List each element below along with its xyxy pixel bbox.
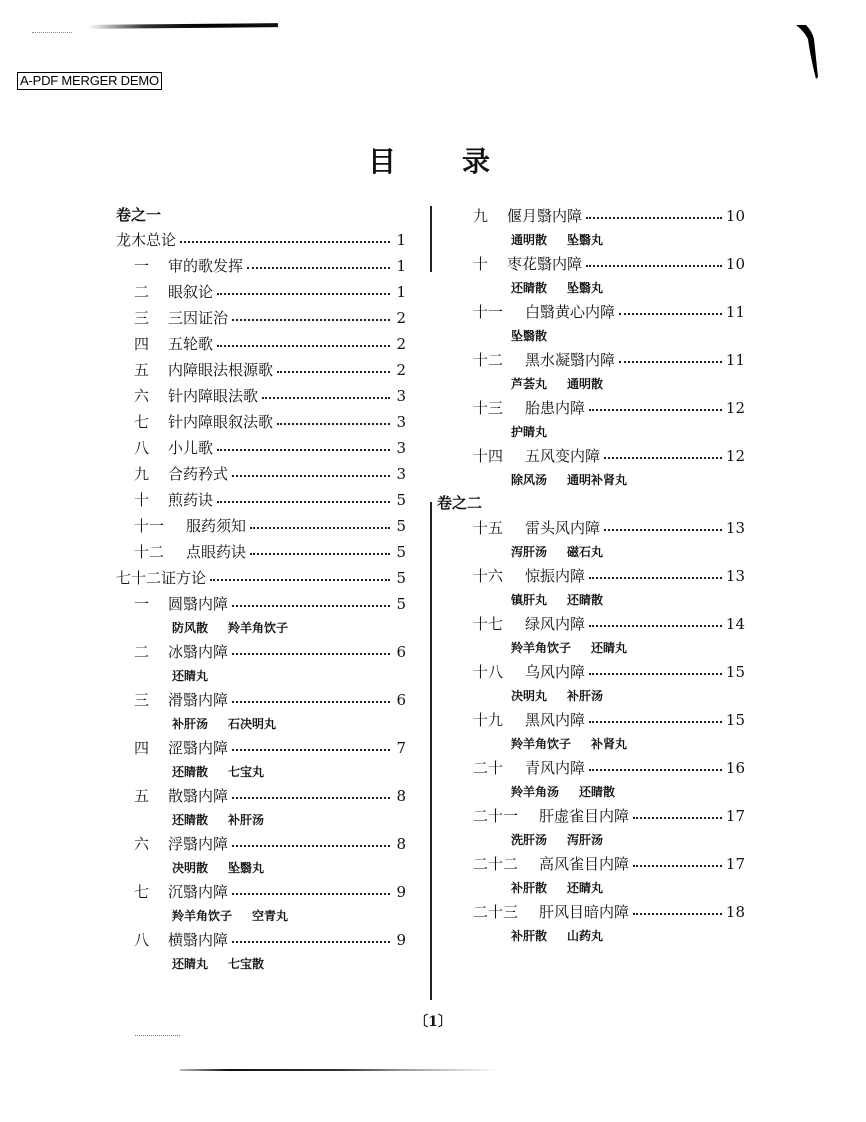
toc-formula-list: [455, 733, 745, 755]
formula-name: 决明丸: [511, 689, 548, 703]
column-divider: [430, 502, 432, 1000]
toc-formula-list: [455, 925, 745, 947]
toc-entry[interactable]: [116, 879, 406, 905]
entry-page-number: 10: [725, 207, 745, 225]
formula-name: 还睛丸: [591, 641, 628, 655]
formula-name: 还睛散: [579, 785, 616, 799]
entry-number: 二: [134, 283, 150, 301]
entry-page-number: 5: [396, 543, 406, 561]
formula-name: 羚羊角饮子: [511, 737, 572, 751]
entry-label: 小儿歌: [168, 439, 214, 457]
entry-page-number: 5: [396, 595, 406, 613]
formula-name: 还睛散: [172, 813, 209, 827]
entry-label: 青风内障: [525, 759, 586, 777]
toc-entry[interactable]: [116, 435, 406, 461]
toc-formula-list: [455, 877, 745, 899]
entry-number: 十: [473, 255, 489, 273]
entry-page-number: 8: [396, 835, 406, 853]
dot-leader: [589, 769, 722, 771]
formula-name: 还睛散: [567, 593, 604, 607]
entry-number: 四: [134, 739, 150, 757]
toc-formula-list: [455, 229, 745, 251]
entry-page-number: 18: [725, 903, 745, 921]
toc-formula-list: [116, 617, 406, 639]
entry-number: 十五: [473, 519, 504, 537]
toc-entry[interactable]: [455, 515, 745, 541]
entry-label: 合药矜式: [168, 465, 229, 483]
dot-leader: [217, 345, 390, 347]
dot-leader: [589, 625, 722, 627]
entry-label: 七十二证方论: [116, 569, 207, 587]
entry-number: 十六: [473, 567, 504, 585]
entry-label: 煎药诀: [168, 491, 214, 509]
entry-label: 胎患内障: [525, 399, 586, 417]
entry-number: 四: [134, 335, 150, 353]
entry-number: 三: [134, 309, 150, 327]
entry-page-number: 3: [396, 413, 406, 431]
formula-name: 羚羊角饮子: [172, 909, 233, 923]
entry-number: 二十一: [473, 807, 519, 825]
entry-page-number: 2: [396, 335, 406, 353]
dot-leader: [232, 893, 390, 895]
formula-name: 泻肝汤: [567, 833, 604, 847]
formula-name: 补肾丸: [591, 737, 628, 751]
formula-name: 决明散: [172, 861, 209, 875]
toc-entry[interactable]: [455, 203, 745, 229]
entry-page-number: 15: [725, 663, 745, 681]
watermark: A-PDF MERGER DEMO: [17, 72, 162, 90]
entry-page-number: 14: [725, 615, 745, 633]
toc-formula-list: [116, 857, 406, 879]
entry-label: 高风雀目内障: [539, 855, 630, 873]
entry-label: 乌风内障: [525, 663, 586, 681]
toc-entry[interactable]: [455, 803, 745, 829]
entry-label: 枣花翳内障: [507, 255, 583, 273]
entry-page-number: 3: [396, 439, 406, 457]
formula-name: 石决明丸: [228, 717, 277, 731]
formula-name: 羚羊角饮子: [228, 621, 289, 635]
entry-page-number: 10: [725, 255, 745, 273]
entry-page-number: 6: [396, 691, 406, 709]
toc-entry[interactable]: [455, 755, 745, 781]
toc-entry[interactable]: [455, 251, 745, 277]
toc-entry[interactable]: [455, 659, 745, 685]
scan-artifact: [88, 23, 278, 29]
entry-label: 白翳黄心内障: [525, 303, 616, 321]
toc-entry[interactable]: [455, 851, 745, 877]
toc-entry[interactable]: [116, 539, 406, 565]
entry-label: 沉翳内障: [168, 883, 229, 901]
entry-label: 涩翳内障: [168, 739, 229, 757]
entry-number: 十一: [473, 303, 504, 321]
entry-number: 二十二: [473, 855, 519, 873]
entry-label: 肝虚雀目内障: [539, 807, 630, 825]
entry-number: 十九: [473, 711, 504, 729]
formula-name: 坠翳丸: [567, 281, 604, 295]
entry-number: 一: [134, 595, 150, 613]
toc-entry[interactable]: [116, 409, 406, 435]
toc-formula-list: [455, 373, 745, 395]
formula-name: 还睛丸: [567, 881, 604, 895]
entry-number: 十七: [473, 615, 504, 633]
formula-name: 羚羊角饮子: [511, 641, 572, 655]
entry-label: 圆翳内障: [168, 595, 229, 613]
entry-page-number: 6: [396, 643, 406, 661]
formula-name: 芦荟丸: [511, 377, 548, 391]
entry-label: 浮翳内障: [168, 835, 229, 853]
toc-entry[interactable]: [116, 461, 406, 487]
formula-name: 羚羊角汤: [511, 785, 560, 799]
dot-leader: [180, 241, 390, 243]
formula-name: 护睛丸: [511, 425, 548, 439]
toc-formula-list: [455, 325, 745, 347]
title-char-2: 录: [462, 145, 491, 178]
dot-leader: [589, 577, 722, 579]
entry-page-number: 9: [396, 931, 406, 949]
dot-leader: [232, 653, 390, 655]
page-title: [0, 144, 866, 184]
volume-heading: 卷之二: [437, 494, 483, 512]
title-char-1: 目: [368, 145, 397, 178]
formula-name: 坠翳丸: [567, 233, 604, 247]
formula-name: 七宝丸: [228, 765, 265, 779]
scan-artifact: [796, 25, 822, 79]
entry-label: 雷头风内障: [525, 519, 601, 537]
entry-page-number: 1: [396, 257, 406, 275]
volume-heading: 卷之一: [116, 206, 162, 224]
dot-leader: [633, 817, 722, 819]
entry-number: 二: [134, 643, 150, 661]
dot-leader: [232, 701, 390, 703]
toc-formula-list: [116, 665, 406, 687]
toc-formula-list: [455, 541, 745, 563]
page-number: 〔1〕: [414, 1014, 452, 1030]
formula-name: 坠翳散: [511, 329, 548, 343]
entry-page-number: 17: [725, 807, 745, 825]
toc-entry[interactable]: [116, 357, 406, 383]
entry-label: 龙木总论: [116, 231, 177, 249]
toc-formula-list: [116, 809, 406, 831]
entry-page-number: 8: [396, 787, 406, 805]
entry-number: 八: [134, 439, 150, 457]
dot-leader: [250, 527, 390, 529]
toc-entry[interactable]: [455, 707, 745, 733]
toc-right-column: [437, 203, 745, 947]
toc-entry[interactable]: [116, 735, 406, 761]
toc-entry[interactable]: [455, 899, 745, 925]
formula-name: 还睛丸: [172, 957, 209, 971]
entry-label: 审的歌发挥: [168, 257, 244, 275]
entry-label: 黑风内障: [525, 711, 586, 729]
entry-page-number: 13: [725, 519, 745, 537]
toc-entry[interactable]: [116, 783, 406, 809]
entry-page-number: 1: [396, 283, 406, 301]
entry-label: 滑翳内障: [168, 691, 229, 709]
entry-label: 服药须知: [186, 517, 247, 535]
scan-artifact: [180, 1069, 500, 1071]
formula-name: 除风汤: [511, 473, 548, 487]
entry-page-number: 9: [396, 883, 406, 901]
entry-label: 三因证治: [168, 309, 229, 327]
dot-leader: [250, 553, 390, 555]
entry-label: 眼叙论: [168, 283, 214, 301]
toc-formula-list: [116, 905, 406, 927]
dot-leader: [604, 529, 722, 531]
entry-number: 二十: [473, 759, 504, 777]
toc-entry[interactable]: [116, 305, 406, 331]
scan-artifact: [135, 1033, 180, 1036]
entry-label: 肝风目暗内障: [539, 903, 630, 921]
dot-leader: [232, 749, 390, 751]
dot-leader: [232, 797, 390, 799]
entry-number: 九: [134, 465, 150, 483]
dot-leader: [232, 605, 390, 607]
toc-entry[interactable]: [455, 611, 745, 637]
toc-entry[interactable]: [455, 563, 745, 589]
toc-entry[interactable]: [455, 299, 745, 325]
entry-page-number: 11: [725, 303, 745, 321]
entry-page-number: 7: [396, 739, 406, 757]
toc-section-entry[interactable]: [116, 227, 406, 253]
formula-name: 补肝散: [511, 929, 548, 943]
entry-label: 偃月翳内障: [507, 207, 583, 225]
formula-name: 空青丸: [252, 909, 289, 923]
dot-leader: [210, 579, 390, 581]
formula-name: 还睛散: [172, 765, 209, 779]
toc-formula-list: [455, 637, 745, 659]
dot-leader: [217, 293, 390, 295]
formula-name: 泻肝汤: [511, 545, 548, 559]
entry-label: 针内障眼法歌: [168, 387, 259, 405]
dot-leader: [247, 267, 390, 269]
toc-formula-list: [116, 713, 406, 735]
formula-name: 七宝散: [228, 957, 265, 971]
toc-formula-list: [116, 953, 406, 975]
toc-formula-list: [455, 829, 745, 851]
entry-number: 三: [134, 691, 150, 709]
entry-label: 绿风内障: [525, 615, 586, 633]
dot-leader: [277, 423, 390, 425]
entry-label: 黑水凝翳内障: [525, 351, 616, 369]
entry-number: 八: [134, 931, 150, 949]
dot-leader: [277, 371, 390, 373]
entry-label: 五轮歌: [168, 335, 214, 353]
toc-formula-list: [455, 277, 745, 299]
entry-page-number: 5: [396, 517, 406, 535]
toc-entry[interactable]: [116, 383, 406, 409]
entry-number: 十四: [473, 447, 504, 465]
toc-formula-list: [455, 589, 745, 611]
entry-page-number: 1: [396, 231, 406, 249]
entry-number: 十二: [473, 351, 504, 369]
toc-entry[interactable]: [116, 639, 406, 665]
formula-name: 镇肝丸: [511, 593, 548, 607]
toc-entry[interactable]: [116, 591, 406, 617]
toc-entry[interactable]: [116, 831, 406, 857]
dot-leader: [589, 721, 722, 723]
entry-number: 六: [134, 835, 150, 853]
entry-page-number: 16: [725, 759, 745, 777]
entry-page-number: 13: [725, 567, 745, 585]
entry-number: 十二: [134, 543, 165, 561]
entry-label: 惊振内障: [525, 567, 586, 585]
entry-number: 十三: [473, 399, 504, 417]
entry-page-number: 2: [396, 361, 406, 379]
entry-page-number: 3: [396, 465, 406, 483]
entry-number: 六: [134, 387, 150, 405]
entry-label: 点眼药诀: [186, 543, 247, 561]
toc-formula-list: [455, 421, 745, 443]
dot-leader: [232, 941, 390, 943]
entry-label: 横翳内障: [168, 931, 229, 949]
entry-label: 针内障眼叙法歌: [168, 413, 274, 431]
formula-name: 补肝汤: [172, 717, 209, 731]
entry-page-number: 3: [396, 387, 406, 405]
formula-name: 山药丸: [567, 929, 604, 943]
dot-leader: [619, 313, 722, 315]
entry-number: 七: [134, 413, 150, 431]
dot-leader: [217, 501, 390, 503]
dot-leader: [232, 319, 390, 321]
entry-page-number: 15: [725, 711, 745, 729]
dot-leader: [633, 913, 722, 915]
toc-entry[interactable]: [116, 687, 406, 713]
dot-leader: [633, 865, 722, 867]
dot-leader: [619, 361, 722, 363]
entry-page-number: 5: [396, 491, 406, 509]
dot-leader: [586, 217, 722, 219]
entry-label: 散翳内障: [168, 787, 229, 805]
formula-name: 通明散: [511, 233, 548, 247]
toc-entry[interactable]: [116, 279, 406, 305]
formula-name: 补肝汤: [228, 813, 265, 827]
entry-page-number: 12: [725, 447, 745, 465]
toc-formula-list: [455, 685, 745, 707]
dot-leader: [232, 845, 390, 847]
entry-page-number: 11: [725, 351, 745, 369]
toc-formula-list: [116, 761, 406, 783]
toc-entry[interactable]: [455, 443, 745, 469]
entry-label: 冰翳内障: [168, 643, 229, 661]
entry-number: 一: [134, 257, 150, 275]
toc-entry[interactable]: [116, 513, 406, 539]
entry-page-number: 12: [725, 399, 745, 417]
dot-leader: [589, 409, 722, 411]
formula-name: 通明散: [567, 377, 604, 391]
scan-artifact: [32, 30, 72, 33]
formula-name: 还睛散: [511, 281, 548, 295]
entry-label: 五风变内障: [525, 447, 601, 465]
toc-entry[interactable]: [455, 347, 745, 373]
formula-name: 磁石丸: [567, 545, 604, 559]
formula-name: 通明补肾丸: [567, 473, 628, 487]
entry-number: 五: [134, 361, 150, 379]
entry-number: 九: [473, 207, 489, 225]
formula-name: 补肝散: [511, 881, 548, 895]
toc-formula-list: [455, 469, 745, 491]
toc-left-column: [116, 203, 406, 975]
entry-number: 十八: [473, 663, 504, 681]
entry-label: 内障眼法根源歌: [168, 361, 274, 379]
dot-leader: [232, 475, 390, 477]
toc-entry[interactable]: [116, 331, 406, 357]
toc-formula-list: [455, 781, 745, 803]
entry-page-number: 17: [725, 855, 745, 873]
entry-page-number: 5: [396, 569, 406, 587]
column-divider: [430, 206, 432, 272]
dot-leader: [262, 397, 390, 399]
toc-entry[interactable]: [116, 253, 406, 279]
formula-name: 坠翳丸: [228, 861, 265, 875]
toc-entry[interactable]: [455, 395, 745, 421]
dot-leader: [604, 457, 722, 459]
dot-leader: [586, 265, 722, 267]
entry-number: 十一: [134, 517, 165, 535]
dot-leader: [589, 673, 722, 675]
dot-leader: [217, 449, 390, 451]
toc-entry[interactable]: [116, 927, 406, 953]
formula-name: 还睛丸: [172, 669, 209, 683]
formula-name: 防风散: [172, 621, 209, 635]
toc-entry[interactable]: [116, 487, 406, 513]
toc-section-entry[interactable]: [116, 565, 406, 591]
entry-number: 十: [134, 491, 150, 509]
formula-name: 洗肝汤: [511, 833, 548, 847]
entry-number: 二十三: [473, 903, 519, 921]
formula-name: 补肝汤: [567, 689, 604, 703]
entry-number: 五: [134, 787, 150, 805]
entry-number: 七: [134, 883, 150, 901]
entry-page-number: 2: [396, 309, 406, 327]
